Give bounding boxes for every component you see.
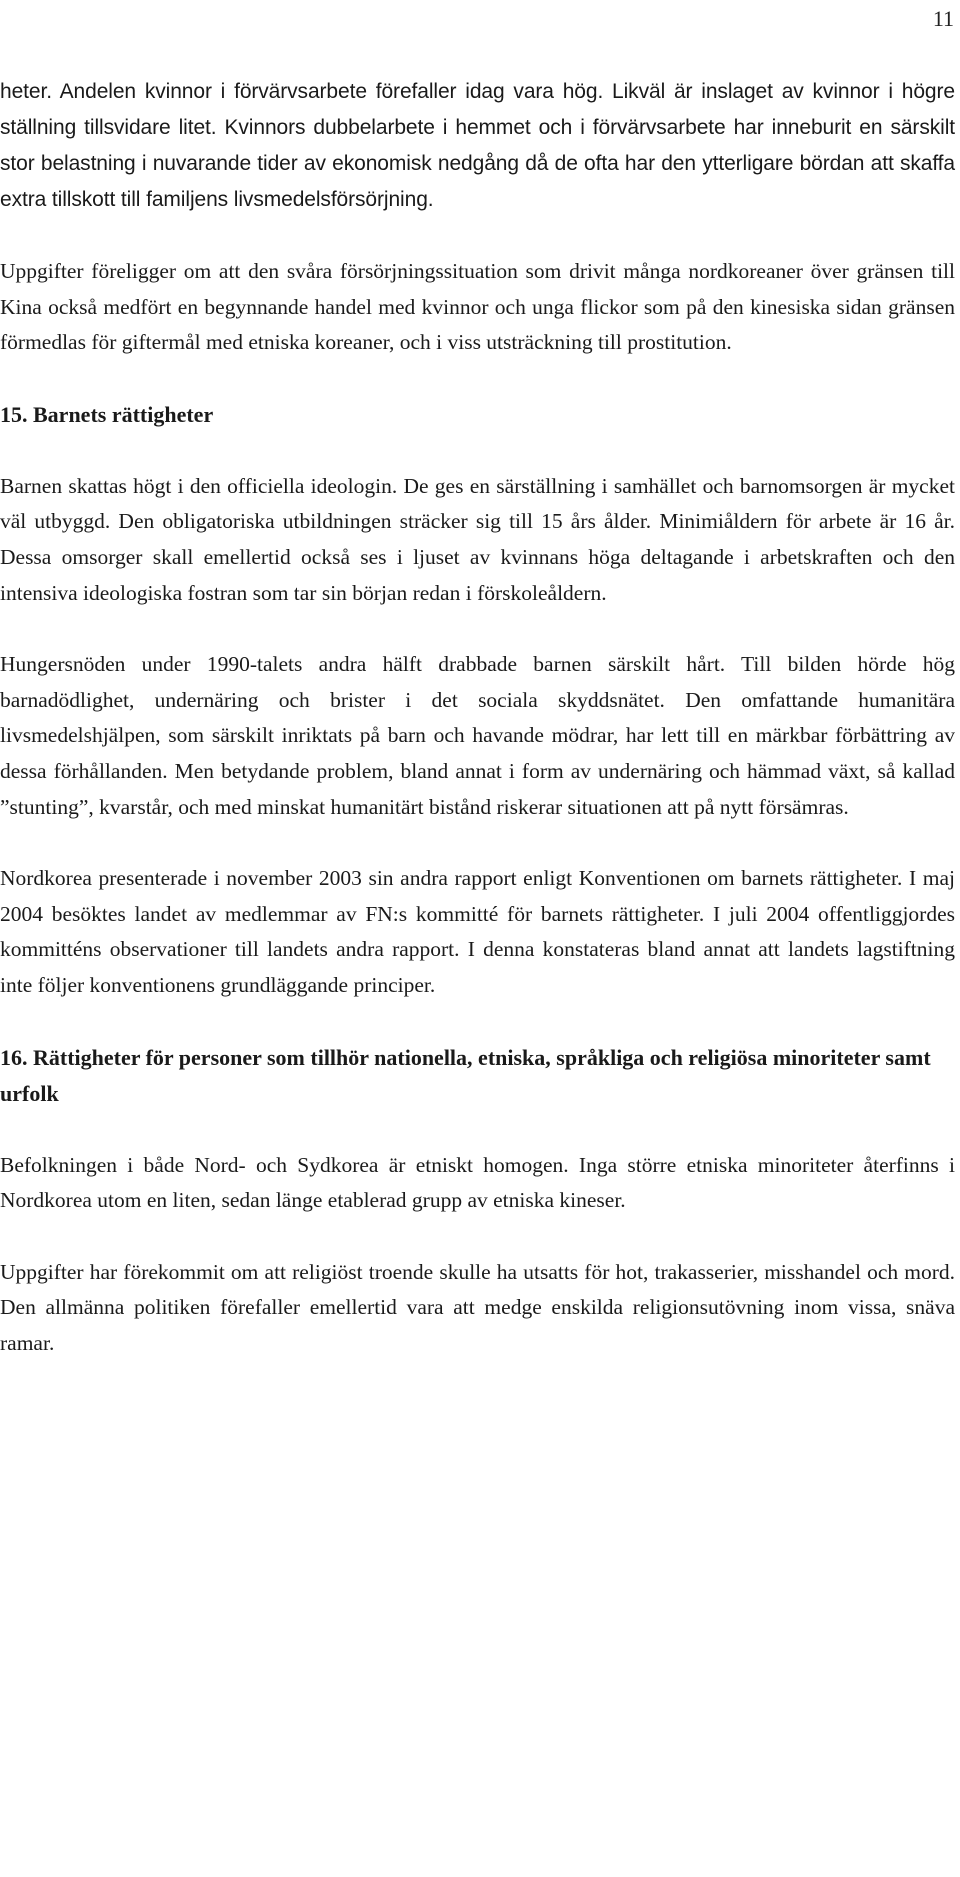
paragraph-convention-report: Nordkorea presenterade i november 2003 sin andra rapport enligt Konventionen om barnets rättigheter. I maj 2004 besöktes landet av medlemmar av FN:s kommitté för barnets rättigheter. I juli 2004 offentliggjordes kommitténs observationer till landets andra rapport. I denna konstateras bland annat att landets lagstiftning inte följer konventionens grundläggande principer. (0, 866, 955, 997)
paragraph-famine: Hungersnöden under 1990-talets andra hälft drabbade barnen särskilt hårt. Till bilden hörde hög barnadödlighet, undernäring och brister i det sociala skyddsnätet. Den omfattande humanitära livsmedelshjälpen, som särskilt inriktats på barn och havande mödrar, har lett till en märkbar förbättring av dessa förhållanden. Men betydande problem, bland annat i form av undernäring och hämmad växt, så kallad ”stunting”, kvarstår, och med minskat humanitärt bistånd riskerar situationen att på nytt försämras. (0, 652, 955, 819)
section-heading-minorities: 16. Rättigheter för personer som tillhör nationella, etniska, språkliga och religiösa minoriteter samt urfolk (0, 1044, 931, 1106)
paragraph-trafficking: Uppgifter föreligger om att den svåra försörjningssituation som drivit många nordkoreaner över gränsen till Kina också medfört en begynnande handel med kvinnor och unga flickor som på den kinesiska sidan gränsen förmedlas för giftermål med etniska koreaner, och i viss utsträckning till prostitution. (0, 259, 955, 355)
paragraph-population: Befolkningen i både Nord- och Sydkorea är etniskt homogen. Inga större etniska minoriteter återfinns i Nordkorea utom en liten, sedan länge etablerad grupp av etniska kineser. (0, 1152, 955, 1213)
paragraph-women-labor: heter. Andelen kvinnor i förvärvsarbete förefaller idag vara hög. Likväl är inslaget av kvinnor i högre ställning tillsvidare litet. Kvinnors dubbelarbete i hemmet och i förvärvsarbete har inneburit en särskilt stor belastning i nuvarande tider av ekonomisk nedgång då de ofta har den ytterligare bördan att skaffa extra tillskott till familjens livsmedelsförsörjning. (0, 80, 955, 211)
page-number: 11 (932, 6, 954, 31)
document-body (0, 74, 955, 1397)
paragraph-religion: Uppgifter har förekommit om att religiöst troende skulle ha utsatts för hot, trakasserier, misshandel och mord. Den allmänna politiken förefaller emellertid vara att medge enskilda religionsutövning inom vissa, snäva ramar. (0, 1259, 955, 1355)
section-heading-childrens-rights: 15. Barnets rättigheter (0, 401, 214, 427)
paragraph-children-ideology: Barnen skattas högt i den officiella ideologin. De ges en särställning i samhället och barnomsorgen är mycket väl utbyggd. Den obligatoriska utbildningen sträcker sig till 15 års ålder. Minimiåldern för arbete är 16 år. Dessa omsorger skall emellertid också ses i ljuset av kvinnans höga deltagande i arbetskraften och den intensiva ideologiska fostran som tar sin början redan i förskoleåldern. (0, 473, 955, 605)
